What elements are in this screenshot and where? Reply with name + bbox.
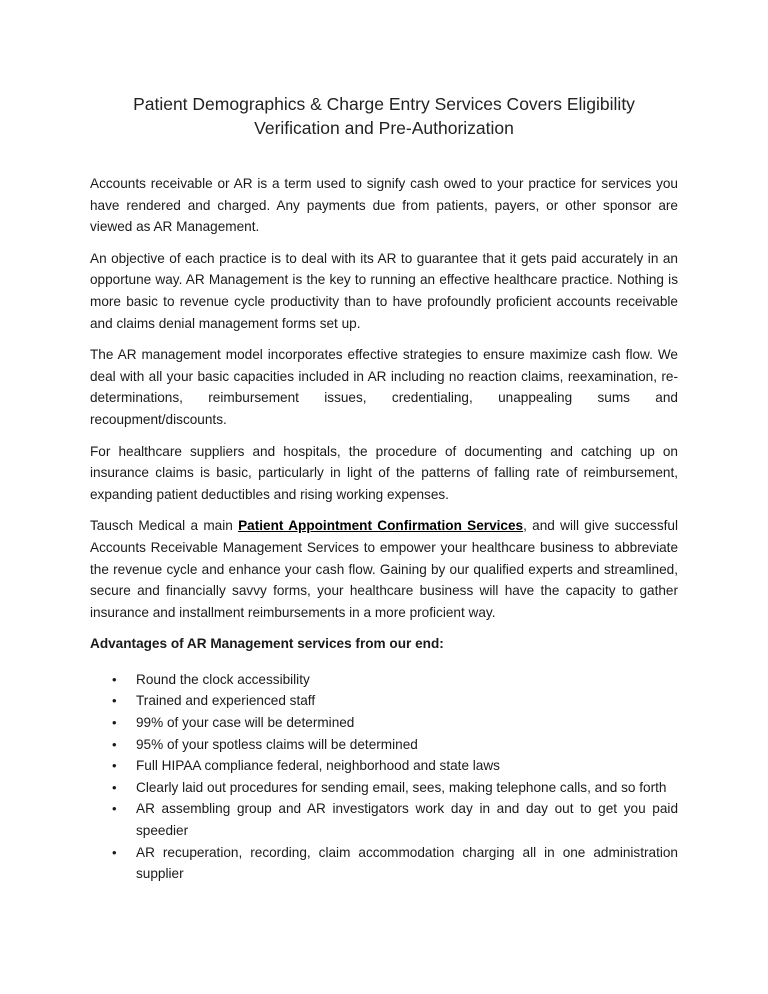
paragraph-1: Accounts receivable or AR is a term used to signify cash owed to your practice for services you have rendered and charged. Any payments due from patients, payers, or other sponsor are viewed as AR Management. bbox=[90, 176, 678, 235]
bullet-icon: • bbox=[112, 779, 117, 795]
paragraph-5-body: , and will give successful Accounts Receivable Management Services to empower your healthcare business to abbreviate the revenue cycle and enhance your cash flow. Gaining by our qualified experts and streamlined, secure and financially savvy forms, your healthcare business will have the capacity to gather insurance and installment reimbursements in a more proficient way. bbox=[90, 518, 678, 620]
document-page bbox=[90, 92, 678, 885]
paragraph-5-intro: Tausch Medical a main bbox=[90, 518, 239, 534]
list-item-text: Trained and experienced staff bbox=[136, 693, 316, 709]
list-item-text: 95% of your spotless claims will be determined bbox=[136, 736, 418, 752]
list-item-text: Clearly laid out procedures for sending email, sees, making telephone calls, and so forth bbox=[136, 779, 667, 795]
advantages-heading: Advantages of AR Management services from our end: bbox=[90, 636, 444, 652]
list-item bbox=[112, 777, 678, 799]
bullet-icon: • bbox=[112, 671, 117, 687]
list-item bbox=[112, 690, 678, 712]
list-item-text: 99% of your case will be determined bbox=[136, 715, 355, 731]
list-item bbox=[112, 669, 678, 691]
paragraph-3: The AR management model incorporates effective strategies to ensure maximize cash flow. We deal with all your basic capacities included in AR including no reaction claims, reexamination, re-determinations, reimbursement issues, credentialing, unappealing sums and recoupment/discounts. bbox=[90, 347, 678, 427]
bullet-icon: • bbox=[112, 758, 117, 774]
advantages-list bbox=[90, 669, 678, 885]
paragraph-4: For healthcare suppliers and hospitals, the procedure of documenting and catching up on insurance claims is basic, particularly in light of the patterns of falling rate of reimbursement, expanding patient deductibles and rising working expenses. bbox=[90, 443, 678, 502]
paragraph-5 bbox=[90, 515, 678, 623]
list-item-text: AR recuperation, recording, claim accommodation charging all in one administration supplier bbox=[136, 844, 678, 882]
document-title bbox=[90, 92, 678, 140]
bullet-icon: • bbox=[112, 844, 117, 860]
list-item bbox=[112, 842, 678, 885]
paragraph-2: An objective of each practice is to deal with its AR to guarantee that it gets paid accurately in an opportune way. AR Management is the key to running an effective healthcare practice. Nothing is more basic to revenue cycle productivity than to have profoundly proficient accounts receivable and claims denial management forms set up. bbox=[90, 250, 678, 331]
list-item bbox=[112, 755, 678, 777]
bullet-icon: • bbox=[112, 736, 117, 752]
title-line-2: Verification and Pre-Authorization bbox=[254, 118, 514, 138]
bullet-icon: • bbox=[112, 715, 117, 731]
list-item bbox=[112, 734, 678, 756]
list-item-text: Full HIPAA compliance federal, neighborhood and state laws bbox=[136, 758, 500, 774]
bullet-icon: • bbox=[112, 801, 117, 817]
list-item bbox=[112, 712, 678, 734]
patient-appointment-confirmation-link[interactable]: Patient Appointment Confirmation Services bbox=[238, 518, 524, 534]
title-line-1: Patient Demographics & Charge Entry Services Covers Eligibility bbox=[133, 94, 635, 114]
bullet-icon: • bbox=[112, 693, 117, 709]
list-item-text: AR assembling group and AR investigators work day in and day out to get you paid speedier bbox=[136, 801, 678, 839]
list-item-text: Round the clock accessibility bbox=[136, 671, 310, 687]
list-item bbox=[112, 798, 678, 841]
